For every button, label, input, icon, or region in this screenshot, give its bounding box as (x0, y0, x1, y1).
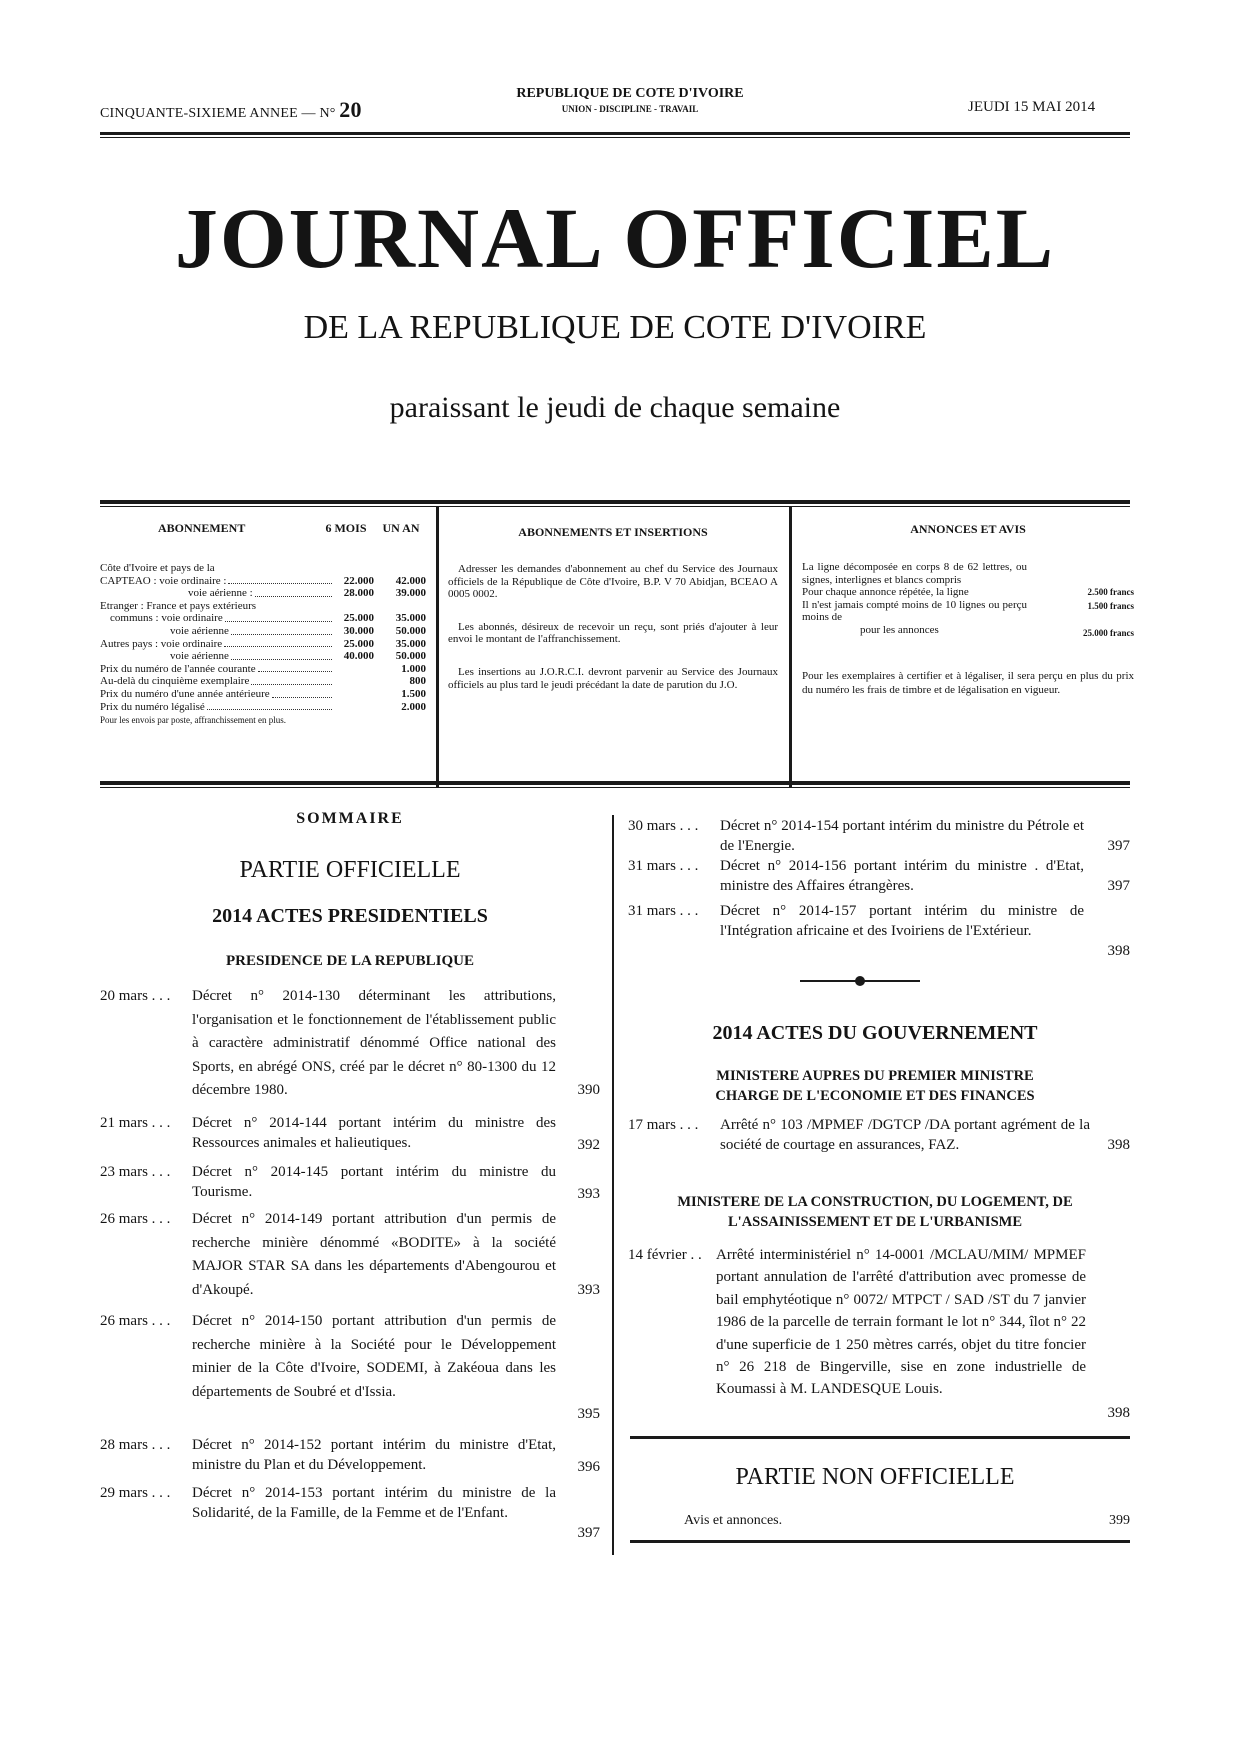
insertions-heading: ABONNEMENTS ET INSERTIONS (518, 525, 708, 539)
subscription-an-value: 35.000 (395, 637, 426, 650)
insertions-block (448, 525, 778, 691)
subscription-row (100, 625, 426, 638)
sommaire-entry (628, 1115, 1130, 1155)
subscription-row-label: voie aérienne (170, 650, 229, 663)
entry-page: 397 (1107, 878, 1130, 894)
entry-date: 31 mars . . . (628, 903, 699, 919)
ministry-construction-heading (620, 1192, 1130, 1232)
insertions-p2: Les abonnés, désireux de recevoir un reçu, sont priés d'ajouter à leur envoi le montant de l'affranchissement. (448, 620, 778, 646)
entry-page: 398 (1107, 1137, 1130, 1153)
sommaire-entry (100, 985, 600, 1102)
subscription-row (100, 663, 426, 676)
subscription-rows (100, 562, 426, 713)
issue-label: CINQUANTE-SIXIEME ANNEE — N° (100, 106, 336, 121)
presidence-heading: PRESIDENCE DE LA REPUBLIQUE (226, 953, 474, 969)
col-6mois: 6 MOIS (325, 521, 367, 535)
subscription-row-label: Prix du numéro de l'année courante (100, 662, 256, 675)
dot-leader (224, 638, 332, 648)
subscription-row (100, 675, 426, 688)
subscription-an-value: 1.000 (401, 662, 426, 675)
entry-page: 393 (577, 1186, 600, 1202)
sommaire-entry (100, 1310, 600, 1426)
annonce-repeat-price: 1.500 francs (1087, 601, 1134, 611)
subscription-row-label: Autres pays : voie ordinaire (100, 637, 223, 650)
subscription-6mois-value (334, 663, 374, 676)
entry-page: 395 (577, 1405, 600, 1422)
subscription-6mois-value (334, 688, 374, 701)
entry-page: 393 (577, 1281, 600, 1298)
republic-motto: UNION - DISCIPLINE - TRAVAIL (561, 104, 699, 114)
entry-date: 14 février . . (628, 1247, 702, 1263)
masthead-tagline: paraissant le jeudi de chaque semaine (389, 391, 841, 424)
subscription-6mois-value (334, 675, 374, 688)
col-un-an: UN AN (382, 521, 420, 535)
dot-leader (231, 650, 332, 660)
insertions-p1: Adresser les demandes d'abonnement au chef du Service des Journaux officiels de la République de Côte d'Ivoire, B.P. V 70 Abidjan, BCEAO A 0005 0002. (448, 563, 778, 601)
ministry-economie-line2: CHARGE DE L'ECONOMIE ET DES FINANCES (715, 1088, 1035, 1104)
avis-entry: Avis et annonces. (684, 1513, 783, 1528)
entry-text: Décret n° 2014-153 portant intérim du ministre de la Solidarité, de la Famille, de la Femme et de l'Enfant. (192, 1485, 556, 1521)
dot-leader (251, 675, 332, 685)
subscription-6mois-value: 25.000 (343, 612, 374, 625)
subscription-row (100, 688, 426, 701)
subscription-6mois-value: 40.000 (343, 650, 374, 663)
subscription-row-label: Prix du numéro d'une année antérieure (100, 687, 270, 700)
subscription-row-label: Etranger : France et pays extérieurs (100, 599, 257, 612)
subscription-6mois-value: 30.000 (343, 624, 374, 637)
entry-date: 20 mars . . . (100, 988, 171, 1004)
dot-leader (228, 575, 332, 585)
entry-date: 30 mars . . . (628, 818, 699, 834)
entry-text: Décret n° 2014-144 portant intérim du ministre des Ressources animales et halieutiques. (192, 1115, 556, 1151)
subscription-6mois-value: 22.000 (343, 574, 374, 587)
entry-text: Décret n° 2014-152 portant intérim du ministre d'Etat, ministre du Plan et du Développement. (192, 1437, 556, 1473)
entry-text: Décret n° 2014-150 portant attribution d'un permis de recherche minière à la Société pour le Développement minier de la Côte d'Ivoire, SODEMI, à Zakéoua dans les départements de Soubré et d'Issia. (192, 1313, 556, 1400)
subscription-row (100, 650, 426, 663)
subscription-an-value: 1.500 (401, 687, 426, 700)
subscription-an-value: 50.000 (395, 650, 426, 663)
entry-date: 28 mars . . . (100, 1437, 171, 1453)
entry-date: 21 mars . . . (100, 1115, 171, 1131)
sommaire-entry (628, 1244, 1130, 1424)
ministry-construction-line1: MINISTERE DE LA CONSTRUCTION, DU LOGEMENT, DE (677, 1194, 1073, 1210)
dot-leader (272, 688, 332, 698)
non-officielle-bottom-rule (630, 1540, 1130, 1543)
subscription-an-value (374, 600, 426, 613)
subscription-heading: ABONNEMENT (158, 521, 246, 535)
sommaire-entry (628, 856, 1130, 896)
subscription-row (100, 612, 426, 625)
entry-text: Décret n° 2014-157 portant intérim du ministre de l'Intégration africaine et des Ivoiriens de l'Extérieur. (720, 903, 1084, 939)
sommaire-entry (100, 1162, 600, 1204)
subscription-row-label: CAPTEAO : voie ordinaire : (100, 574, 227, 587)
subscription-row (100, 562, 426, 575)
insertions-p3: Les insertions au J.O.R.C.I. devront parvenir au Service des Journaux officiels au plus tard le jeudi précédant la date de parution du J.O. (448, 665, 778, 691)
ministry-economie-line1: MINISTERE AUPRES DU PREMIER MINISTRE (716, 1068, 1034, 1084)
entry-date: 31 mars . . . (628, 858, 699, 874)
non-officielle-top-rule (630, 1436, 1130, 1439)
subscription-6mois-value (334, 701, 374, 714)
sommaire-entry (100, 1208, 600, 1302)
subscription-6mois-value (334, 562, 374, 575)
actes-presidentiels-heading: 2014 ACTES PRESIDENTIELS (212, 905, 488, 927)
entry-date: 23 mars . . . (100, 1164, 171, 1180)
sommaire-entry (628, 816, 1130, 856)
annonce-minimum: Il n'est jamais compté moins de 10 lignes ou perçu moins de (802, 598, 1027, 624)
entry-text: Décret n° 2014-149 portant attribution d'un permis de recherche minière dénommé «BODITE» à la société MAJOR STAR SA dans les départements d'Abengourou et d'Akoupé. (192, 1211, 556, 1298)
box-top-rule (100, 500, 1130, 504)
annonces-block (802, 522, 1134, 697)
top-rule (100, 132, 1130, 135)
annonce-minimum-price: 25.000 francs (1083, 628, 1134, 638)
box-top-rule-thin (100, 506, 1130, 507)
box-divider-2 (789, 507, 792, 787)
top-rule-thin (100, 137, 1130, 138)
subscription-an-value: 39.000 (395, 587, 426, 600)
partie-officielle-heading: PARTIE OFFICIELLE (239, 857, 461, 883)
annonce-line-rate: La ligne décomposée en corps 8 de 62 lettres, ou signes, interlignes et blancs compris (802, 561, 1027, 586)
entry-page: 398 (1107, 1404, 1130, 1421)
entry-text: Arrêté interministériel n° 14-0001 /MCLAU/MIM/ MPMEF portant annulation de l'arrêté d'attribution avec promesse de bail emphytéotique n° 0072/ MTPCT / SAD /ST du 7 janvier 1986 de la parcelle de terrain formant le lot n° 344, îlot n° 22 d'une superficie de 1 250 mètres carrés, objet du titre foncier n° 26 218 de Bingerville, sise en zone industrielle de Koumassi à M. LANDESQUE Louis. (716, 1247, 1086, 1398)
annonces-p4: Pour les exemplaires à certifier et à légaliser, il sera perçu en plus du prix du numéro les frais de timbre et de légalisation en vigueur. (802, 669, 1134, 696)
subscription-an-value (374, 562, 426, 575)
subscription-row-label: Prix du numéro légalisé (100, 700, 205, 713)
republic-name: REPUBLIQUE DE COTE D'IVOIRE (516, 86, 744, 101)
subscription-row-label: Côte d'Ivoire et pays de la (100, 562, 215, 574)
subscription-an-value: 800 (409, 675, 426, 688)
subscription-an-value: 42.000 (395, 574, 426, 587)
column-divider (612, 815, 614, 1555)
actes-gouvernement-heading: 2014 ACTES DU GOUVERNEMENT (712, 1022, 1038, 1044)
ministry-economie-heading (620, 1066, 1130, 1106)
entry-text: Décret n° 2014-130 déterminant les attributions, l'organisation et le fonctionnement de l'établissement public à caractère administratif dénommé Office national des Sports, en abrégé ONS, créé par le décret n° 80-1300 du 12 décembre 1980. (192, 988, 556, 1098)
subscription-row-label: Au-delà du cinquième exemplaire (100, 675, 250, 688)
box-bottom-rule (100, 781, 1130, 785)
subscription-row-label: communs : voie ordinaire (110, 612, 223, 625)
subscription-6mois-value: 25.000 (343, 637, 374, 650)
subscription-row-label: voie aérienne : (188, 587, 253, 600)
subscription-row (100, 587, 426, 600)
entry-page: 390 (577, 1081, 600, 1098)
avis-page: 399 (1109, 1513, 1130, 1528)
republic-block (470, 86, 790, 114)
subscription-table (100, 521, 426, 725)
issue-date: JEUDI 15 MAI 2014 (968, 99, 1096, 115)
box-bottom-rule-thin (100, 787, 1130, 788)
dot-leader (231, 625, 332, 635)
entry-text: Décret n° 2014-154 portant intérim du ministre du Pétrole et de l'Energie. (720, 818, 1084, 854)
subscription-6mois-value: 28.000 (343, 587, 374, 600)
dot-leader (258, 663, 332, 673)
dot-leader (207, 701, 332, 711)
subscription-footnote: Pour les envois par poste, affranchissement en plus. (100, 715, 287, 726)
annonce-repeat-rate: Pour chaque annonce répétée, la ligne (802, 586, 969, 599)
section-ornament (800, 976, 920, 986)
subscription-row (100, 600, 426, 613)
entry-page: 397 (1107, 838, 1130, 854)
subscription-an-value: 35.000 (395, 612, 426, 625)
dot-leader (225, 612, 332, 622)
sommaire-entry (100, 1483, 600, 1543)
subscription-an-value: 50.000 (395, 624, 426, 637)
entry-page: 396 (577, 1459, 600, 1475)
issue-number: 20 (339, 97, 362, 122)
subscription-row (100, 638, 426, 651)
entry-date: 26 mars . . . (100, 1211, 171, 1227)
annonces-rates (802, 561, 1134, 637)
masthead-title: JOURNAL OFFICIEL (174, 190, 1056, 286)
issue-line (100, 97, 362, 123)
entry-page: 397 (577, 1525, 600, 1541)
sommaire-entry (628, 901, 1130, 961)
entry-text: Décret n° 2014-156 portant intérim du ministre . d'Etat, ministre des Affaires étrangères. (720, 858, 1084, 894)
partie-non-officielle-heading: PARTIE NON OFFICIELLE (735, 1464, 1015, 1490)
box-divider-1 (436, 507, 439, 787)
ministry-construction-line2: L'ASSAINISSEMENT ET DE L'URBANISME (728, 1214, 1022, 1230)
subscription-6mois-value (334, 600, 374, 613)
entry-date: 29 mars . . . (100, 1485, 171, 1501)
subscription-an-value: 2.000 (401, 700, 426, 713)
entry-page: 392 (577, 1137, 600, 1153)
entry-text: Décret n° 2014-145 portant intérim du ministre du Tourisme. (192, 1164, 556, 1200)
annonces-heading: ANNONCES ET AVIS (910, 522, 1026, 536)
dot-leader (255, 587, 332, 597)
masthead-subtitle: DE LA REPUBLIQUE DE COTE D'IVOIRE (303, 309, 927, 346)
annonce-line-price: 2.500 francs (1087, 587, 1134, 597)
sommaire-heading: SOMMAIRE (296, 810, 404, 827)
subscription-row-label: voie aérienne (170, 624, 229, 637)
subscription-row (100, 701, 426, 714)
entry-page: 398 (1107, 943, 1130, 959)
sommaire-entry (100, 1113, 600, 1155)
sommaire-entry (100, 1435, 600, 1477)
entry-date: 26 mars . . . (100, 1313, 171, 1329)
entry-text: Arrêté n° 103 /MPMEF /DGTCP /DA portant agrément de la société de courtage en assurances, FAZ. (720, 1117, 1090, 1153)
annonce-minimum-tail: pour les annonces (860, 623, 939, 636)
subscription-row (100, 575, 426, 588)
entry-date: 17 mars . . . (628, 1117, 699, 1133)
